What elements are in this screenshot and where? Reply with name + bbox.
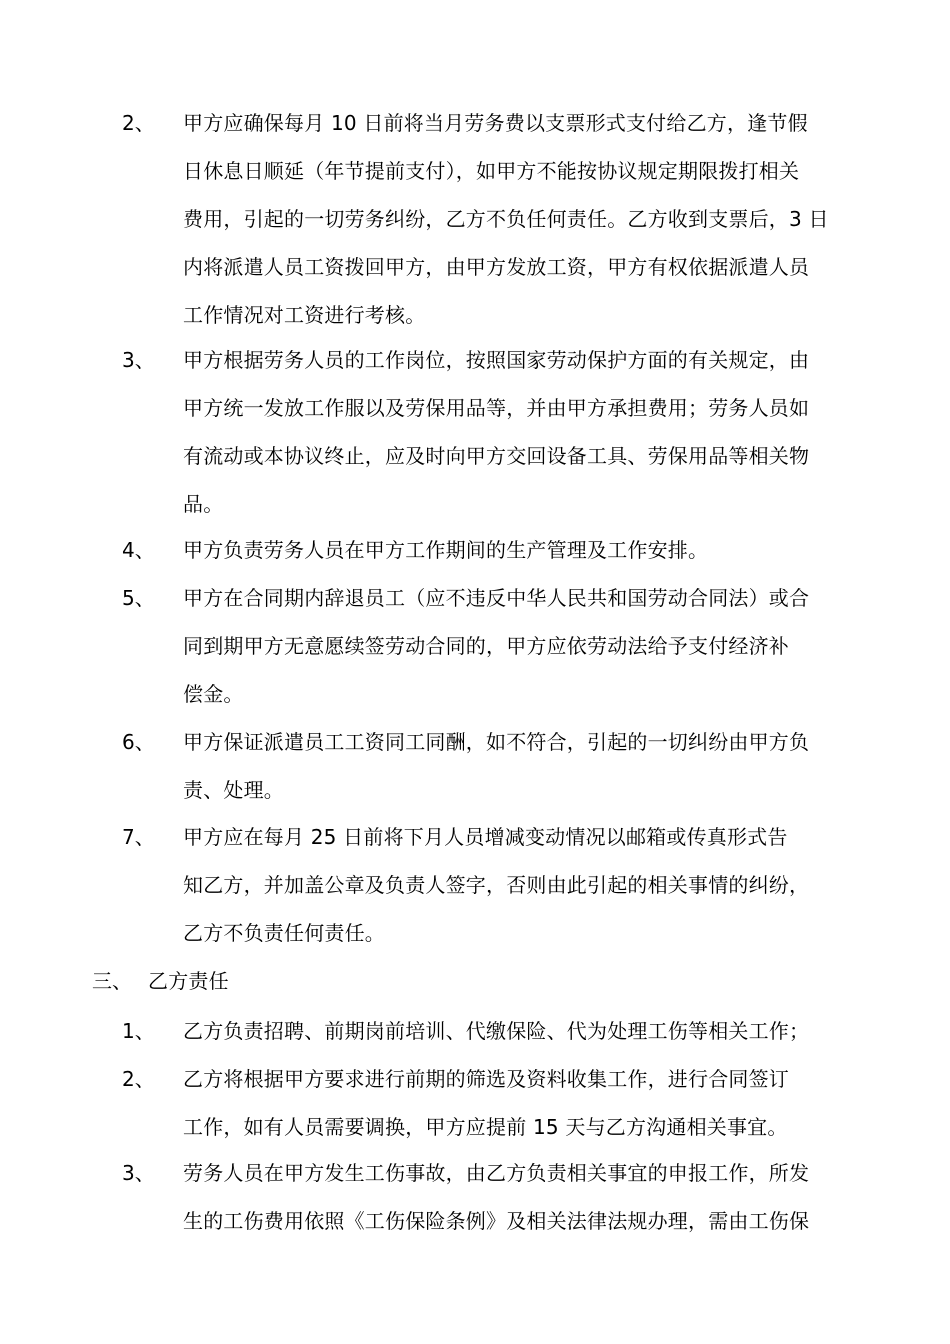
text-line: 甲方在合同期内辞退员工（应不违反中华人民共和国劳动合同法）或合 [183, 586, 810, 610]
clause-text [183, 718, 863, 814]
text-line: 内将派遣人员工资拨回甲方，由甲方发放工资，甲方有权依据派遣人员 [183, 255, 810, 279]
clause-number: 6、 [122, 730, 155, 754]
clause-text [183, 336, 863, 528]
text-line: 乙方不负责任何责任。 [183, 921, 385, 945]
text-line: 甲方保证派遣员工工资同工同酬，如不符合，引起的一切纠纷由甲方负 [183, 730, 810, 754]
text-line: 乙方负责招聘、前期岗前培训、代缴保险、代为处理工伤等相关工作； [183, 1019, 810, 1043]
text-line: 甲方负责劳务人员在甲方工作期间的生产管理及工作安排。 [183, 538, 709, 562]
clause-number: 7、 [122, 825, 155, 849]
section-number: 三、 [92, 969, 132, 993]
text-line: 甲方根据劳务人员的工作岗位，按照国家劳动保护方面的有关规定，由 [183, 348, 810, 372]
text-line: 责、处理。 [183, 778, 284, 802]
clause-text [183, 1149, 863, 1245]
clause-text [183, 526, 863, 574]
text-line: 偿金。 [183, 682, 244, 706]
text-line: 甲方统一发放工作服以及劳保用品等，并由甲方承担费用；劳务人员如 [183, 396, 810, 420]
clause-number: 3、 [122, 348, 155, 372]
text-line: 费用，引起的一切劳务纠纷，乙方不负任何责任。乙方收到支票后，3 日 [183, 207, 829, 231]
text-line: 甲方应在每月 25 日前将下月人员增减变动情况以邮箱或传真形式告 [183, 825, 788, 849]
clause-number: 1、 [122, 1019, 155, 1043]
clause-number: 5、 [122, 586, 155, 610]
text-line: 劳务人员在甲方发生工伤事故，由乙方负责相关事宜的申报工作，所发 [183, 1161, 810, 1185]
section-title-wrap [148, 957, 828, 1005]
text-line: 工作情况对工资进行考核。 [183, 303, 426, 327]
clause-number: 2、 [122, 1067, 155, 1091]
text-line: 日休息日顺延（年节提前支付），如甲方不能按协议规定期限拨打相关 [183, 159, 800, 183]
section-title: 乙方责任 [148, 969, 229, 993]
clause-text [183, 1007, 863, 1055]
text-line: 乙方将根据甲方要求进行前期的筛选及资料收集工作，进行合同签订 [183, 1067, 789, 1091]
text-line: 有流动或本协议终止，应及时向甲方交回设备工具、劳保用品等相关物 [183, 444, 810, 468]
text-line: 知乙方，并加盖公章及负责人签字，否则由此引起的相关事情的纠纷， [183, 873, 810, 897]
clause-text [183, 99, 863, 339]
clause-text [183, 574, 863, 718]
clause-number: 2、 [122, 111, 155, 135]
text-line: 品。 [183, 492, 224, 516]
clause-text [183, 813, 863, 957]
text-line: 生的工伤费用依照《工伤保险条例》及相关法律法规办理，需由工伤保 [183, 1209, 810, 1233]
clause-number: 4、 [122, 538, 155, 562]
text-line: 甲方应确保每月 10 日前将当月劳务费以支票形式支付给乙方，逢节假 [183, 111, 808, 135]
clause-text [183, 1055, 863, 1151]
text-line: 同到期甲方无意愿续签劳动合同的，甲方应依劳动法给予支付经济补 [183, 634, 789, 658]
clause-number: 3、 [122, 1161, 155, 1185]
text-line: 工作，如有人员需要调换，甲方应提前 15 天与乙方沟通相关事宜。 [183, 1115, 788, 1139]
